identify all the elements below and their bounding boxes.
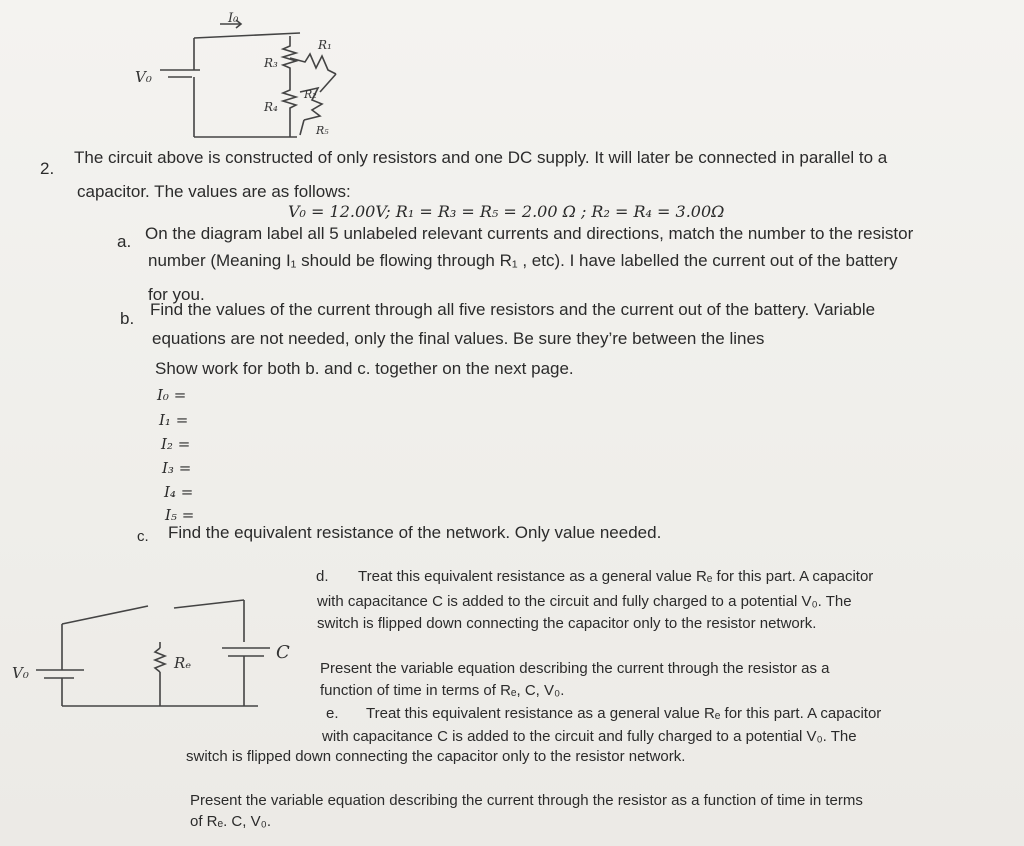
v0-label-top: V₀ <box>135 68 152 86</box>
re-label: Rₑ <box>174 654 192 672</box>
v0-label-bottom: V₀ <box>12 664 29 682</box>
answer-i0: I₀ = <box>157 386 187 404</box>
part-e-present-1: Present the variable equation describing the current through the resistor as a function of time in terms <box>190 792 863 809</box>
part-e-line-3: switch is flipped down connecting the capacitor only to the resistor network. <box>186 748 686 765</box>
answer-i2: I₂ = <box>161 435 191 453</box>
r4-label: R₄ <box>264 100 278 114</box>
part-d-line-3: switch is flipped down connecting the capacitor only to the resistor network. <box>317 615 817 632</box>
part-d-present-2: function of time in terms of Rₑ, C, V₀. <box>320 682 565 699</box>
given-values: V₀ = 12.00V; R₁ = R₃ = R₅ = 2.00 Ω ; R₂ = R₄ = 3.00Ω <box>288 202 725 221</box>
answer-i5: I₅ = <box>165 506 195 524</box>
part-e-line-2: with capacitance C is added to the circuit and fully charged to a potential V₀. The <box>322 728 857 745</box>
part-d-line-1: Treat this equivalent resistance as a general value Rₑ for this part. A capacitor <box>358 568 874 585</box>
part-d-letter: d. <box>316 568 329 585</box>
answer-i4: I₄ = <box>164 483 194 501</box>
i0-label: I₀ <box>228 11 239 26</box>
part-e-letter: e. <box>326 705 339 722</box>
part-b-line-3: Show work for both b. and c. together on the next page. <box>155 359 574 378</box>
r2-label: R₂ <box>304 88 317 101</box>
part-c-text: Find the equivalent resistance of the network. Only value needed. <box>168 523 662 542</box>
answer-i1: I₁ = <box>159 411 189 429</box>
part-b-line-1: Find the values of the current through all five resistors and the current out of the battery. Variable <box>150 300 876 319</box>
c-label: C <box>276 642 290 663</box>
answer-i3: I₃ = <box>162 459 192 477</box>
r1-label: R₁ <box>318 38 332 52</box>
part-b-line-2: equations are not needed, only the final values. Be sure they’re between the lines <box>152 329 765 348</box>
part-c-letter: c. <box>137 528 149 545</box>
part-d-line-2: with capacitance C is added to the circuit and fully charged to a potential V₀. The <box>317 593 852 610</box>
part-b-letter: b. <box>120 309 135 328</box>
part-a-line-2: number (Meaning I₁ should be flowing through R₁ , etc). I have labelled the current out of the battery <box>148 251 898 270</box>
intro-line-1: The circuit above is constructed of only resistors and one DC supply. It will later be connected in parallel to a <box>74 148 888 167</box>
part-e-line-1: Treat this equivalent resistance as a general value Rₑ for this part. A capacitor <box>366 705 882 722</box>
problem-number: 2. <box>40 159 55 178</box>
r5-label: R₅ <box>316 124 329 137</box>
r3-label: R₃ <box>264 56 278 70</box>
part-a-letter: a. <box>117 232 132 251</box>
intro-line-2: capacitor. The values are as follows: <box>77 182 351 201</box>
part-a-line-1: On the diagram label all 5 unlabeled relevant currents and directions, match the number to the resistor <box>145 224 914 243</box>
part-e-present-2: of Rₑ. C, V₀. <box>190 813 271 830</box>
part-d-present-1: Present the variable equation describing the current through the resistor as a <box>320 660 830 677</box>
part-a-line-3: for you. <box>148 285 205 304</box>
